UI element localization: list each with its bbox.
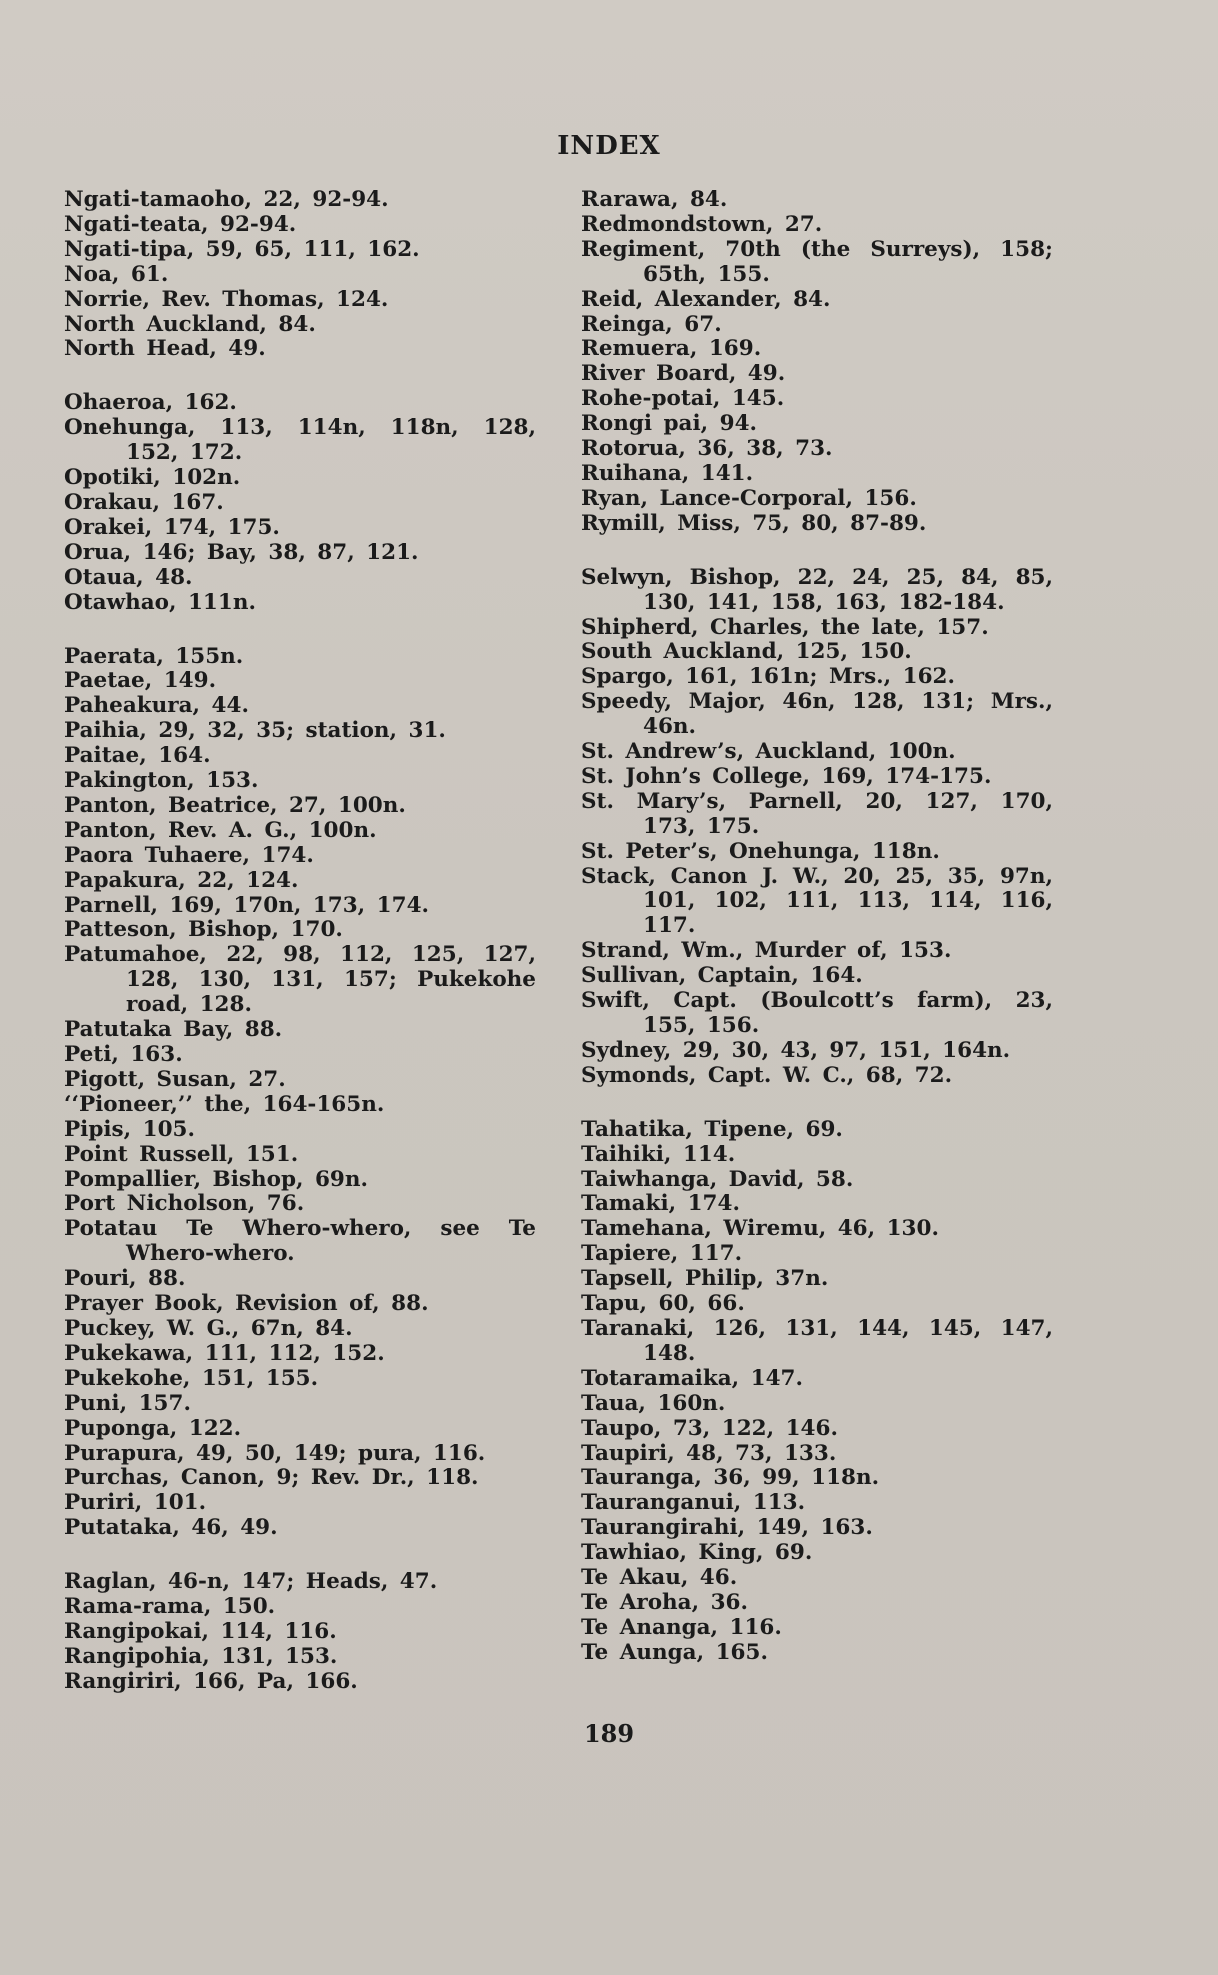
index-entry: Putataka, 46, 49.	[64, 1515, 278, 1541]
index-entry: Ruihana, 141.	[581, 460, 754, 486]
index-entry: Tapsell, Philip, 37n.	[581, 1266, 829, 1292]
index-group	[581, 188, 1053, 537]
index-entry: Paitae, 164.	[64, 743, 211, 769]
index-entry: Point Russell, 151.	[64, 1141, 299, 1167]
index-entry: Pukekawa, 111, 112, 152.	[64, 1340, 385, 1366]
index-entry: Ngati-tamaoho, 22, 92-94.	[64, 187, 389, 212]
index-entry: Reid, Alexander, 84.	[581, 286, 831, 312]
index-entry: South Auckland, 125, 150.	[581, 639, 912, 665]
index-entry: Purapura, 49, 50, 149; pura, 116.	[64, 1440, 486, 1466]
index-entry: Rama-rama, 150.	[64, 1594, 276, 1620]
index-entry: Orakei, 174, 175.	[64, 514, 280, 540]
index-entry: St. John’s College, 169, 174-175.	[581, 763, 992, 789]
index-entry: Redmondstown, 27.	[581, 211, 823, 237]
index-entry: Paheakura, 44.	[64, 693, 249, 719]
index-entry: Remuera, 169.	[581, 336, 762, 362]
index-entry: Noa, 61.	[64, 261, 169, 287]
index-entry: Taihiki, 114.	[581, 1141, 736, 1167]
index-entry: Paora Tuhaere, 174.	[64, 842, 314, 868]
index-entry: Purchas, Canon, 9; Rev. Dr., 118.	[64, 1465, 479, 1491]
index-entry: Symonds, Capt. W. C., 68, 72.	[581, 1062, 953, 1088]
index-entry: Parnell, 169, 170n, 173, 174.	[64, 892, 430, 918]
index-entry: Taranaki, 126, 131, 144, 145, 147, 148.	[581, 1315, 1053, 1366]
index-entry: Pompallier, Bishop, 69n.	[64, 1166, 369, 1192]
index-entry: St. Andrew’s, Auckland, 100n.	[581, 739, 956, 765]
index-entry: Ryan, Lance-Corporal, 156.	[581, 485, 917, 511]
index-entry: Te Ananga, 116.	[581, 1614, 782, 1640]
index-entry: Panton, Beatrice, 27, 100n.	[64, 792, 406, 818]
index-entry: Ohaeroa, 162.	[64, 390, 237, 416]
index-entry: Otaua, 48.	[64, 564, 193, 590]
index-entry: Sydney, 29, 30, 43, 97, 151, 164n.	[581, 1037, 1011, 1063]
index-entry: Pigott, Susan, 27.	[64, 1066, 286, 1092]
index-entry: Ngati-tipa, 59, 65, 111, 162.	[64, 236, 420, 262]
index-entry: Orua, 146; Bay, 38, 87, 121.	[64, 539, 419, 565]
index-entry: Shipherd, Charles, the late, 157.	[581, 614, 989, 640]
index-entry: Taurangirahi, 149, 163.	[581, 1515, 873, 1541]
index-entry: Taiwhanga, David, 58.	[581, 1166, 854, 1192]
index-entry: St. Mary’s, Parnell, 20, 127, 170, 173, 175.	[581, 788, 1053, 839]
index-entry: Raglan, 46-n, 147; Heads, 47.	[64, 1569, 438, 1595]
index-entry: Strand, Wm., Murder of, 153.	[581, 938, 952, 964]
index-entry: Papakura, 22, 124.	[64, 867, 299, 893]
index-entry: Tamaki, 174.	[581, 1191, 740, 1217]
index-entry: Taupo, 73, 122, 146.	[581, 1415, 838, 1441]
index-entry: Puponga, 122.	[64, 1415, 242, 1441]
page-number: 189	[583, 1719, 635, 1748]
index-entry: St. Peter’s, Onehunga, 118n.	[581, 838, 940, 864]
index-entry: Ngati-teata, 92-94.	[64, 211, 297, 237]
index-entry: Port Nicholson, 76.	[64, 1191, 305, 1217]
index-entry: Stack, Canon J. W., 20, 25, 35, 97n, 101, 102, 111, 113, 114, 116, 117.	[581, 863, 1053, 939]
index-entry: Rangiriri, 166, Pa, 166.	[64, 1668, 358, 1694]
page-title: INDEX	[557, 131, 661, 161]
index-entry: Pouri, 88.	[64, 1266, 186, 1292]
right-column	[581, 188, 1053, 1695]
index-entry: Prayer Book, Revision of, 88.	[64, 1291, 429, 1317]
index-entry: Sullivan, Captain, 164.	[581, 963, 863, 989]
index-entry: Tahatika, Tipene, 69.	[581, 1116, 843, 1142]
index-entry: Tapu, 60, 66.	[581, 1291, 745, 1317]
index-entry: Patutaka Bay, 88.	[64, 1017, 283, 1043]
index-entry: Paihia, 29, 32, 35; station, 31.	[64, 718, 446, 744]
index-entry: Rarawa, 84.	[581, 187, 728, 212]
index-entry: Pakington, 153.	[64, 768, 259, 794]
index-entry: Rangipokai, 114, 116.	[64, 1618, 337, 1644]
index-entry: Pukekohe, 151, 155.	[64, 1365, 319, 1391]
index-entry: Paerata, 155n.	[64, 643, 244, 669]
index-entry: Pipis, 105.	[64, 1116, 195, 1142]
index-entry: Orakau, 167.	[64, 489, 224, 515]
index-entry: Patteson, Bishop, 170.	[64, 917, 343, 943]
index-group	[64, 188, 536, 362]
index-entry: Swift, Capt. (Boulcott’s farm), 23, 155, 156.	[581, 988, 1053, 1038]
index-group	[581, 1118, 1053, 1666]
index-entry: Tauranganui, 113.	[581, 1490, 806, 1516]
index-entry: Regiment, 70th (the Surreys), 158; 65th, 155.	[581, 236, 1053, 287]
index-entry: Te Aroha, 36.	[581, 1589, 748, 1615]
index-entry: Otawhao, 111n.	[64, 589, 256, 615]
index-entry: Tauranga, 36, 99, 118n.	[581, 1465, 880, 1491]
index-entry: Paetae, 149.	[64, 668, 217, 694]
index-entry: Rangipohia, 131, 153.	[64, 1643, 338, 1669]
index-entry: Te Akau, 46.	[581, 1565, 738, 1591]
index-entry: Speedy, Major, 46n, 128, 131; Mrs., 46n.	[581, 689, 1053, 740]
index-entry: River Board, 49.	[581, 361, 786, 387]
index-entry: Panton, Rev. A. G., 100n.	[64, 817, 377, 843]
index-entry: Selwyn, Bishop, 22, 24, 25, 84, 85, 130, 141, 158, 163, 182-184.	[581, 564, 1053, 615]
left-column	[64, 188, 536, 1724]
index-entry: ‘‘Pioneer,’’ the, 164-165n.	[64, 1091, 385, 1117]
index-entry: Opotiki, 102n.	[64, 465, 241, 491]
index-entry: Peti, 163.	[64, 1042, 183, 1067]
index-entry: Puni, 157.	[64, 1390, 191, 1416]
index-entry: Tapiere, 117.	[581, 1241, 743, 1267]
index-entry: Rohe-potai, 145.	[581, 386, 785, 412]
index-entry: Totaramaika, 147.	[581, 1365, 804, 1391]
index-entry: Puckey, W. G., 67n, 84.	[64, 1315, 353, 1341]
index-entry: North Head, 49.	[64, 336, 266, 362]
index-entry: North Auckland, 84.	[64, 311, 316, 337]
index-entry: Rotorua, 36, 38, 73.	[581, 436, 833, 462]
index-entry: Patumahoe, 22, 98, 112, 125, 127, 128, 130, 131, 157; Pukekohe road, 128.	[64, 942, 536, 1018]
index-entry: Onehunga, 113, 114n, 118n, 128, 152, 172.	[64, 415, 536, 466]
index-entry: Puriri, 101.	[64, 1490, 207, 1516]
index-group	[64, 391, 536, 615]
index-group	[64, 1570, 536, 1695]
index-entry: Taua, 160n.	[581, 1390, 726, 1416]
index-entry: Norrie, Rev. Thomas, 124.	[64, 286, 389, 312]
index-entry: Rymill, Miss, 75, 80, 87-89.	[581, 510, 927, 536]
index-entry: Potatau Te Whero-whero, see Te Whero-whero.	[64, 1216, 536, 1267]
index-entry: Spargo, 161, 161n; Mrs., 162.	[581, 664, 955, 690]
index-entry: Tawhiao, King, 69.	[581, 1540, 813, 1566]
index-entry: Taupiri, 48, 73, 133.	[581, 1440, 837, 1466]
index-group	[64, 645, 536, 1542]
index-group	[581, 566, 1053, 1089]
index-entry: Reinga, 67.	[581, 311, 722, 337]
index-entry: Te Aunga, 165.	[581, 1639, 768, 1665]
index-entry: Tamehana, Wiremu, 46, 130.	[581, 1216, 939, 1242]
index-entry: Rongi pai, 94.	[581, 411, 758, 437]
